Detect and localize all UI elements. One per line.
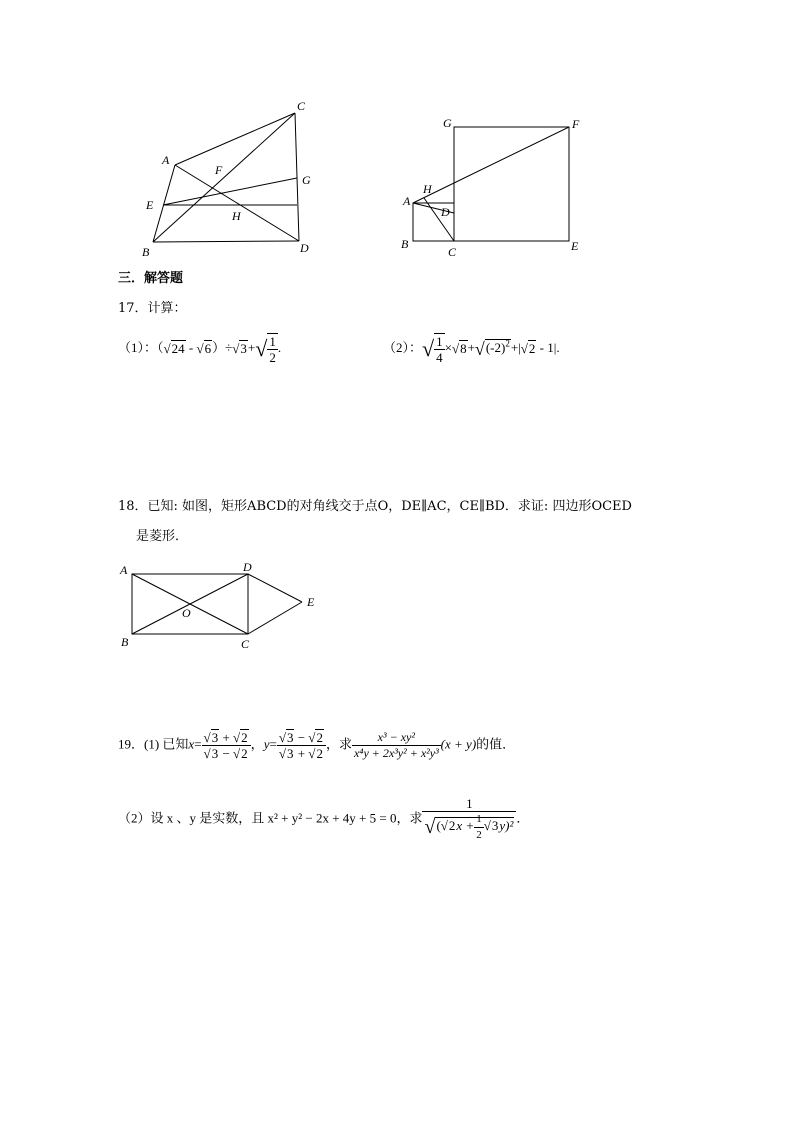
equals: =: [194, 736, 202, 752]
x-fraction: $\frac{√3 + √2}{√3 - √2}$: [202, 730, 251, 761]
fig1-label-G: G: [302, 173, 311, 187]
p2-fraction: 1 √(√2x + $\frac{1}{2}$ √3y)²: [422, 796, 516, 843]
fig1-label-E: E: [146, 198, 154, 212]
p2-num: 1: [422, 796, 516, 812]
q17-p2-plus: +: [467, 339, 475, 355]
fig2-label-B: B: [401, 237, 409, 251]
q17-p1-end: .: [277, 339, 282, 355]
exponent: 2: [505, 338, 510, 349]
q17-p1-div: ）÷: [212, 339, 233, 355]
q17-p2-abs-open: +|: [510, 339, 521, 355]
sqrt-8: √8: [451, 341, 467, 356]
paren-open: (: [436, 818, 441, 834]
figure-1: [130, 95, 330, 265]
tail: y)²: [499, 818, 514, 834]
fig2-label-C: C: [448, 245, 457, 259]
r3: 3: [491, 818, 499, 834]
fig3-label-B: B: [121, 635, 129, 649]
figure-2: [395, 110, 595, 260]
q17-p2-prefix: （2）：: [383, 339, 423, 355]
equals: =: [269, 736, 277, 752]
var-y: y: [263, 736, 270, 752]
q17-p2-abs-tail: - 1|.: [536, 339, 560, 355]
minus: −: [222, 746, 230, 761]
section-title: 三．解答题: [118, 271, 184, 286]
plus: +: [222, 730, 230, 745]
r2: 2: [241, 730, 248, 745]
q17-part2: [383, 333, 560, 365]
fig2-label-G: G: [443, 116, 452, 130]
r2: 2: [241, 746, 248, 761]
q19-p1-suffix: 的值．: [476, 736, 516, 752]
r2: 2: [316, 746, 323, 761]
sqrt-2-radicand: 2: [528, 341, 536, 356]
fig2-label-D: D: [441, 205, 450, 219]
q17-label: 17．计算：: [118, 301, 187, 316]
q19-p2-end: ．: [516, 810, 530, 826]
sqrt-6-radicand: 6: [204, 341, 212, 356]
r3: 3: [286, 746, 294, 761]
sqrt-quarter: √ $\frac{1}{4}$: [422, 334, 443, 365]
sqrt-8-radicand: 8: [460, 341, 467, 356]
frac-den: 4: [436, 350, 443, 365]
expr-num: x³ − xy²: [352, 730, 441, 746]
r2: 2: [448, 818, 456, 834]
fig2-label-H: H: [423, 182, 432, 196]
q17-part1: [118, 333, 281, 365]
expr-fraction: [352, 730, 441, 761]
fig1-label-C: C: [297, 99, 306, 113]
fig3-label-E: E: [307, 595, 315, 609]
fig2-label-E: E: [571, 239, 579, 253]
q17-p1-prefix: （1）：（: [118, 339, 164, 355]
fig2-label-F: F: [572, 117, 580, 131]
fig1-label-H: H: [232, 209, 241, 223]
plus: +: [297, 746, 306, 761]
sqrt-neg2-squared: $√(-2)^2$: [474, 338, 510, 359]
frac-num: 1: [436, 334, 443, 349]
fig1-label-B: B: [142, 245, 150, 259]
fig1-label-A: A: [162, 153, 170, 167]
fig3-label-D: D: [243, 560, 252, 574]
q17-p1-minus: -: [185, 339, 197, 355]
q18-line2: 是菱形．: [136, 529, 189, 544]
q18-line1: 18．已知: 如图，矩形ABCD的对角线交于点O，DE∥AC，CE∥BD．求证: 四边形OCED: [118, 499, 632, 514]
figure-3: [115, 560, 325, 655]
q17-p1-plus: +: [247, 339, 256, 355]
ask: ，求: [325, 736, 352, 752]
y-fraction: $\frac{√3 - √2}{√3 + √2}$: [277, 730, 326, 761]
fig3-label-O: O: [182, 606, 191, 620]
factor: (x + y): [440, 736, 477, 752]
q19-part1: [118, 730, 515, 761]
frac-den: 2: [269, 350, 276, 365]
half-den: 2: [476, 829, 482, 841]
sqrt-24: √24: [163, 341, 185, 356]
neg-two: (-2): [485, 339, 506, 355]
sqrt-3-radicand: 3: [240, 341, 247, 356]
r3: 3: [286, 730, 294, 745]
fig3-label-A: A: [120, 563, 128, 577]
fig3-label-C: C: [241, 637, 250, 651]
fig1-label-D: D: [300, 241, 309, 255]
q19-p2-prefix: （2）设 x 、y 是实数，且 x² + y² − 2x + 4y + 5 = 0，求: [118, 810, 423, 826]
expr-den: x⁴y + 2x³y² + x²y³: [353, 746, 439, 760]
sqrt-6: √6: [196, 341, 212, 356]
q17-p2-times: ×: [444, 339, 452, 355]
comma: ，: [250, 736, 264, 752]
sqrt-half: √ $\frac{1}{2}$: [255, 334, 276, 365]
half-num: 1: [474, 812, 484, 828]
r3: 3: [211, 730, 219, 745]
q19-part2: [118, 796, 529, 843]
fig1-label-F: F: [215, 163, 223, 177]
sqrt-3: √3: [232, 341, 247, 356]
r2: 2: [316, 730, 323, 745]
frac-num: 1: [269, 334, 276, 349]
sqrt-2: √2: [520, 341, 536, 356]
sqrt-24-radicand: 24: [171, 341, 185, 356]
q19-p1-prefix: 19．(1) 已知: [118, 736, 189, 752]
r3: 3: [211, 746, 219, 761]
var-x: x: [188, 736, 195, 752]
fig2-label-A: A: [403, 194, 411, 208]
x-plus: x +: [456, 818, 475, 834]
minus: −: [297, 730, 306, 745]
